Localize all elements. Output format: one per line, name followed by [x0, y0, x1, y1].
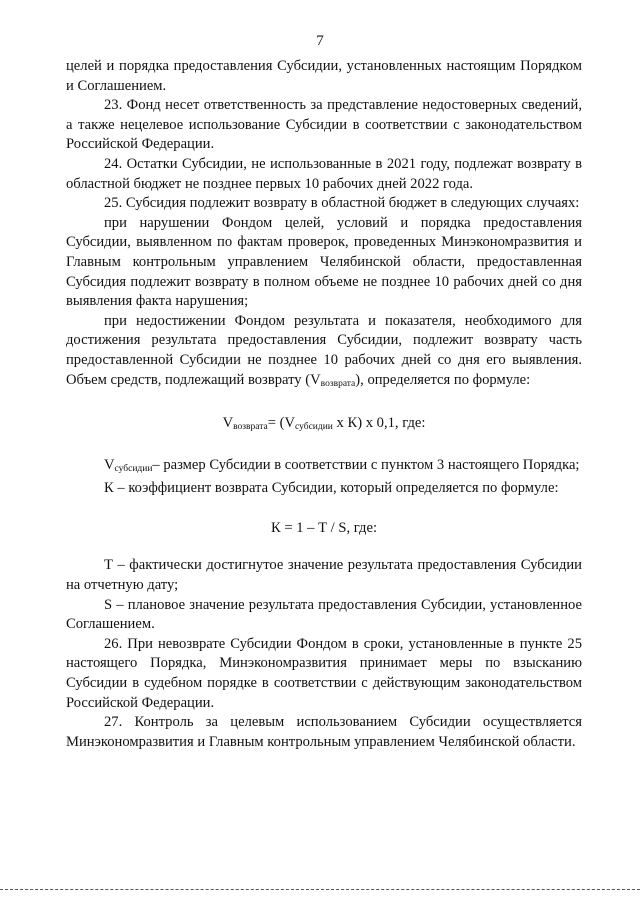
paragraph-continuation: целей и порядка предоставления Субсидии, установленных настоящим Порядком и Соглашением.	[66, 58, 582, 94]
paragraph-25-non-achievement	[66, 312, 582, 394]
formula1-v: V	[222, 415, 234, 432]
paragraph-23: 23. Фонд несет ответственность за представление недостоверных сведений, а также нецелевое использование Субсидии в соответствии с законодательством Российской Федерации.	[66, 97, 582, 153]
spacer	[66, 394, 582, 414]
definition-s: S – плановое значение результата предоставления Субсидии, установленное Соглашением.	[66, 596, 582, 633]
formula1-sub-subsidy: субсидии	[295, 422, 333, 433]
return-volume-formula	[66, 414, 582, 438]
volume-intro-after: ), определяется по формуле:	[355, 371, 531, 388]
spacer	[66, 438, 582, 456]
formula1-end: х К) х 0,1, где:	[332, 415, 426, 432]
spacer	[66, 499, 582, 519]
page-number: 7	[316, 33, 324, 49]
volume-intro-subscript: возврата	[320, 378, 356, 389]
paragraph-25-violation: при нарушении Фондом целей, условий и порядка предоставления Субсидии, выявленном по фактам проверок, проведенных Минэкономразвития и Главным контрольным управлением Челябинской области, предоставленная Субсидия подлежит возврату в полном объеме не позднее 10 рабочих дней со дня выявления факта нарушения;	[66, 214, 582, 310]
document-body	[66, 57, 582, 752]
definition-v-subsidy	[66, 456, 582, 480]
def-v-text: – размер Субсидии в соответствии с пунктом 3 настоящего Порядка;	[152, 456, 580, 473]
coefficient-formula: К = 1 – Т / S, где:	[270, 519, 378, 536]
paragraph-26: 26. При невозврате Субсидии Фондом в сроки, установленные в пункте 25 настоящего Порядка, Минэкономразвития принимает меры по взысканию Субсидии в судебном порядке в соответствии с действующим законодательством Российской Федерации.	[66, 635, 582, 711]
def-v-symbol: V	[104, 456, 115, 473]
formula1-mid: = (V	[267, 415, 296, 432]
volume-intro	[66, 372, 530, 388]
paragraph-27: 27. Контроль за целевым использованием Субсидии осуществляется Минэкономразвития и Главным контрольным управлением Челябинской области.	[66, 714, 582, 750]
definition-t: Т – фактически достигнутое значение результата предоставления Субсидии на отчетную дату;	[66, 557, 582, 594]
bottom-divider	[0, 889, 640, 890]
paragraph-25: 25. Субсидия подлежит возврату в областной бюджет в следующих случаях:	[104, 195, 580, 212]
volume-intro-before: Объем средств, подлежащий возврату (V	[66, 371, 321, 388]
non-achievement-text: при недостижении Фондом результата и показателя, необходимого для достижения результата предоставления Субсидии, подлежит возврату часть предоставленной Субсидии не позднее 10 рабочих дней со дня его выявления.	[66, 312, 582, 368]
formula1-sub-return: возврата	[233, 422, 268, 433]
spacer	[66, 538, 582, 556]
def-v-subscript: субсидии	[114, 463, 153, 474]
definition-k: К – коэффициент возврата Субсидии, который определяется по формуле:	[104, 480, 559, 497]
paragraph-24: 24. Остатки Субсидии, не использованные в 2021 году, подлежат возврату в областной бюджет не позднее первых 10 рабочих дней 2022 года.	[66, 155, 582, 192]
